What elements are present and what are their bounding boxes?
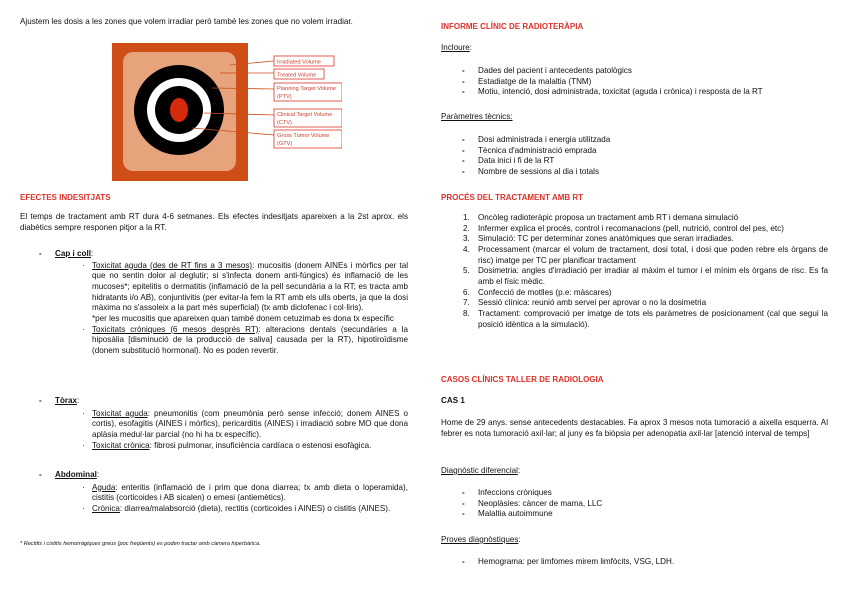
footnote: * Rectitis i cistitis hemorràgiques greus (poc freqüents) es poden tractar amb càmera hiperbàrica. — [20, 541, 261, 547]
process-step: 3. Simulació: TC per determinar zones anatòmiques que seran irradiades. — [463, 234, 734, 244]
params-item: - Dosi administrada i energia utilitzada — [478, 135, 828, 146]
diag-item: - Infeccions cròniques — [478, 488, 828, 499]
include-item: - Motiu, intenció, dosi administrada, toxicitat (aguda i crònica) i resposta de la RT — [478, 87, 828, 98]
report-heading: INFORME CLÍNIC DE RADIOTERÀPIA — [441, 22, 584, 31]
gtv-abbr: (GTV) — [277, 141, 293, 147]
abdominal-section: - Abdominal: · Aguda: enteritis (inflamació de i prim que dona diarrea; tx amb dieta o loperamida), cistitis (corticoides i AB sicalen) o emesi (antiemètics). · Crònica: diarrea/malabsorció (dieta), rectitis (corticoides i AINES) o cistitis (AINES). — [55, 470, 408, 515]
abdominal-item-acute: · Aguda: enteritis (inflamació de i prim que dona diarrea; tx amb dieta o loperamida), cistitis (corticoides i AB sicalen) o emesi (antiemètics). — [82, 482, 408, 503]
abdominal-item-chronic: · Crònica: diarrea/malabsorció (dieta), rectitis (corticoides i AINES) o cistitis (AINES). — [82, 504, 391, 514]
process-step: 2. Infermer explica el procés, control i recomanacions (pell, nutrició, control del pes, etc) — [463, 223, 784, 233]
case-text: Home de 29 anys. sense antecedents destacables. Fa aprox 3 mesos nota tumoració a aixella esquerra. Al febrer es nota tumoració axil·lar; al juny es fa biòpsia per adenopatia axil·lar [atenció interval de temps] — [441, 418, 828, 438]
cap-item-acute: · Toxicitat aguda (des de RT fins a 3 mesos): mucositis (donem AINEs i mòrfics per tal que no sentin dolor al deglutir; si s'infecta donem anti-fúngics) és inflamació de les mucoses*; epitelitis o dermatitis (inflamació de la pell secundària a la RT; es tracta amb hidratants i/o AB), conjuntivitis (per evitar-la fem la RT amb els ulls oberts, ja que la dosi màxima no s'assoleix a la part més superficial) (tx amb diclofenac i col·liris). — [82, 260, 409, 313]
process-heading: PROCÉS DEL TRACTAMENT AMB RT — [441, 193, 584, 202]
torax-section: - Tòrax: · Toxicitat aguda: pneumonitis (com pneumònia però sense infecció; donem AINES o cortis), esofagitis (AINES i mòrfics), pericarditis (AINES) i irradiació sobre MO que dona aplàsia medul·lar parcial (no hi ha tx específic). · Toxicitat crònica: fibrosi pulmonar, insuficiència cardíaca o estenosi esofàgica. — [55, 396, 408, 451]
ptv-abbr: (PTV) — [277, 94, 292, 100]
diag-label-row: Diagnòstic diferencial: — [441, 466, 521, 475]
ctv-abbr: (CTV) — [277, 120, 292, 126]
effects-intro: El temps de tractament amb RT dura 4-6 setmanes. Els efectes indesitjats apareixen a la 2st aprox. els diabètics sempre responen pitjor a la RT. — [20, 212, 408, 232]
effects-heading: EFECTES INDESITJATS — [20, 193, 111, 202]
ptv-label: Planning Target Volume — [277, 86, 336, 92]
params-item: - Data inici i fi de la RT — [478, 156, 828, 167]
torax-item-acute: · Toxicitat aguda: pneumonitis (com pneumònia però sense infecció; donem AINES o cortis), esofagitis (AINES i mòrfics), pericarditis (AINES) i irradiació sobre MO que dona aplàsia medul·lar parcial (no hi ha tx específic). — [82, 408, 408, 440]
diag-item: - Neoplàsies: càncer de mama, LLC — [478, 499, 828, 510]
include-item: - Dades del pacient i antecedents patològics — [478, 66, 828, 77]
proves-item: - Hemograma: per limfomes mirem limfòcits, VSG, LDH. — [478, 557, 828, 568]
torax-item-chronic: · Toxicitat crònica: fibrosi pulmonar, insuficiència cardíaca o estenosi esofàgica. — [82, 440, 372, 450]
proves-label-row: Proves diagnòstiques: — [441, 535, 521, 544]
params-label: Paràmetres tècnics: — [441, 112, 513, 121]
gtv-label: Gross Tumor Volume — [277, 133, 330, 139]
cap-section: - Cap i coll: · Toxicitat aguda (des de RT fins a 3 mesos): mucositis (donem AINEs i mòrfics per tal que no sentin dolor al deglutir; si s'infecta donem anti-fúngics) és inflamació de les mucoses*; epitelitis o dermatitis (inflamació de la pell secundària a la RT; es tracta amb hidratants i/o AB), conjuntivitis (per evitar-la fem la RT amb els ulls oberts, ja que la dosi màxima no s'assoleix a la part més superficial) (tx amb diclofenac i col·liris). *per les mucositis que apareixen quan també donem cetuzimab es dona tx específic · Toxicitats cròniques (6 mesos després RT): alteracions dentals (secundàries a la hiposàlia [disminució de la producció de saliva] causada per la RT), hipotiroïdisme (donem substitució hormonal). No es poden revertir. — [55, 249, 408, 357]
process-step: 7. Sessió clínica: reunió amb servei per aprovar o no la dosimetria — [463, 298, 707, 308]
irradiated-volume-label: Irradiated Volume — [277, 59, 321, 66]
params-list — [478, 135, 828, 178]
cap-label: Cap i coll — [55, 249, 91, 258]
process-list — [463, 213, 828, 330]
diag-list — [478, 488, 828, 520]
process-step: 5. Dosimetria: angles d'irradiació per irradiar al màxim el tumor i el mínim els òrgans de risc. Es fa amb el físic mèdic. — [463, 266, 828, 287]
process-step: 8. Tractament: comprovació per imatge de tots els paràmetres de posicionament (cal que segui la posició idèntica a la simulació). — [463, 309, 828, 329]
process-step: 6. Confecció de motlles (p.e: màscares) — [463, 287, 612, 297]
gtv-core — [170, 98, 188, 122]
include-item: - Estadiatge de la malaltia (TNM) — [478, 77, 828, 88]
torax-label: Tòrax — [55, 396, 78, 405]
abdominal-label: Abdominal — [55, 470, 97, 479]
intro-text: Ajustem les dosis a les zones que volem irradiar però també les zones que no volem irradiar. — [20, 17, 353, 26]
cases-heading: CASOS CLÍNICS TALLER DE RADIOLOGIA — [441, 375, 604, 384]
case-label: CAS 1 — [441, 396, 465, 405]
include-list — [478, 66, 828, 98]
cap-item-chronic: · Toxicitats cròniques (6 mesos després RT): alteracions dentals (secundàries a la hiposàlia [disminució de la producció de saliva] causada per la RT), hipotiroïdisme (donem substitució hormonal). No es poden revertir. — [82, 324, 408, 356]
ctv-label: Clinical Target Volume — [277, 112, 333, 118]
cap-item-note: *per les mucositis que apareixen quan també donem cetuzimab es dona tx específic — [92, 314, 394, 324]
process-step: 1. Oncòleg radioteràpic proposa un tractament amb RT i demana simulació — [463, 213, 739, 222]
process-step: 4. Processament (marcar el volum de tractament, dosi total, i dosi que poden rebre els òrgans de risc) imatge per TC per planificar tractament — [463, 245, 828, 265]
include-label-row: Incloure: — [441, 43, 473, 52]
treated-volume-label: Treated Volume — [277, 72, 317, 79]
diag-item: - Malaltia autoimmune — [478, 509, 828, 520]
params-item: - Tècnica d'administració emprada — [478, 146, 828, 157]
proves-list — [478, 557, 828, 568]
params-item: - Nombre de sessions al dia i totals — [478, 167, 828, 178]
radiotherapy-volumes-diagram — [112, 43, 342, 181]
